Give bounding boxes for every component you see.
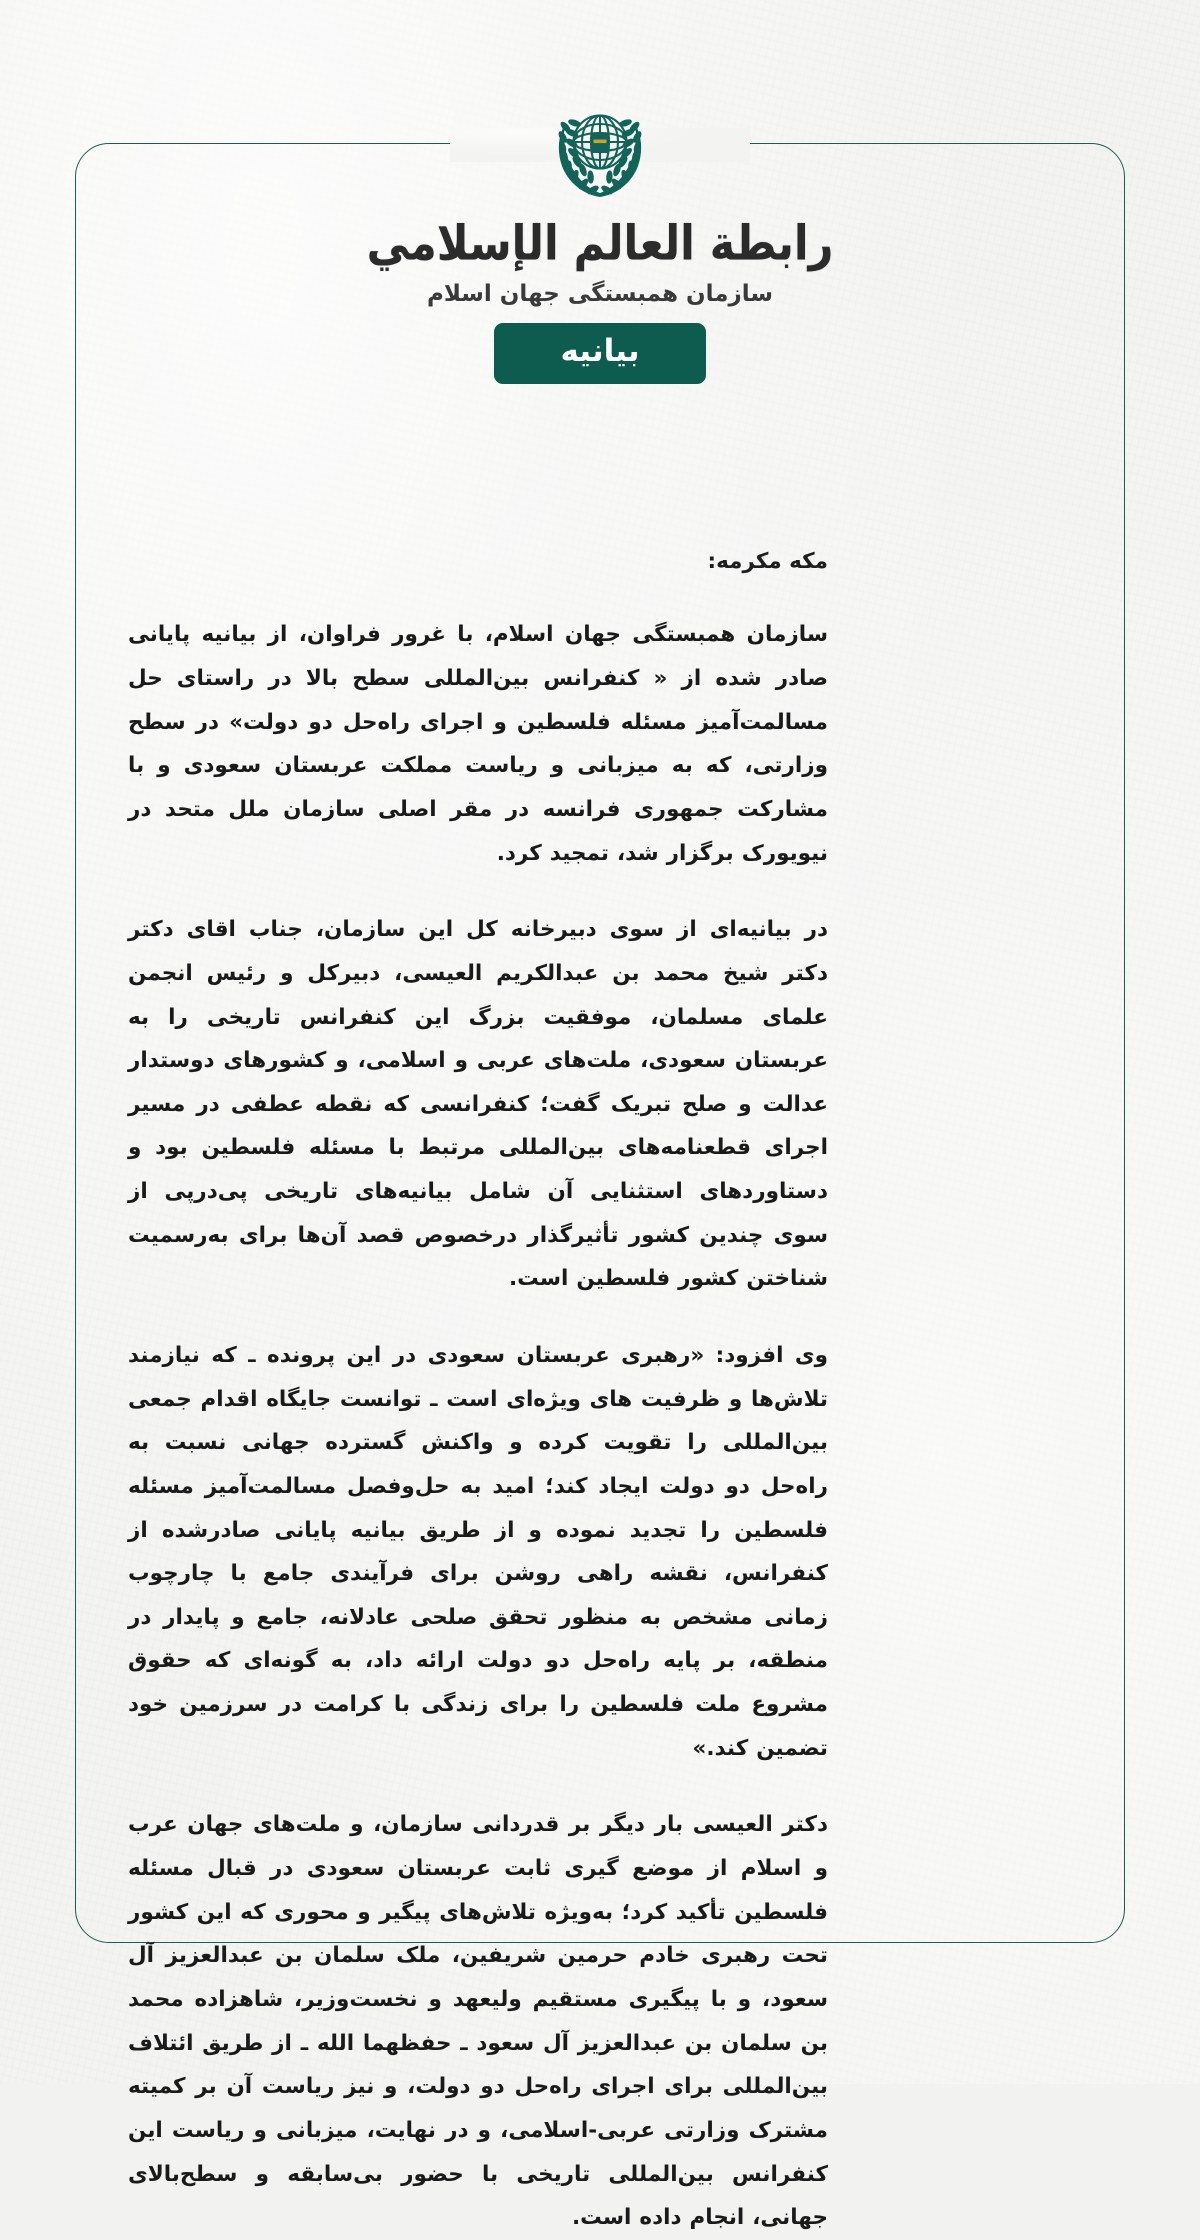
organization-name-arabic: رابطة العالم الإسلامي <box>366 215 834 272</box>
document-header <box>0 96 1200 384</box>
statement-badge: بیانیه <box>494 323 705 384</box>
paragraph: سازمان همبستگی جهان اسلام، با غرور فراوان، از بیانیه پایانی صادر شده از « کنفرانس بین‌المللی سطح بالا در راستای حل مسالمت‌آمیز مسئله فلسطین و اجرای راه‌حل دو دولت» در سطح وزارتی، که به میزبانی و ریاست مملکت عربستان سعودی و با مشارکت جمهوری فرانسه در مقر اصلی سازمان ملل متحد در نیویورک برگزار شد، تمجید کرد. <box>128 622 828 866</box>
globe-laurel-wreath-crest-icon <box>538 96 662 208</box>
organization-name-persian: سازمان همبستگی جهان اسلام <box>426 281 774 308</box>
paragraph: وی افزود: «رهبری عربستان سعودی در این پرونده ـ که نیازمند تلاش‌ها و ظرفیت های ویژه‌ای است ـ توانست جایگاه اقدام جمعی بین‌المللی را تقویت کرده و واکنش گسترده جهانی نسبت به راه‌حل دو دولت ایجاد کند؛ امید به حل‌وفصل مسالمت‌آمیز مسئله فلسطین را تجدید نموده و از طریق بیانیه پایانی صادرشده از کنفرانس، نقشه راهی روشن برای فرآیندی جامع با چارچوب زمانی مشخص به منظور تحقق صلحی عادلانه، جامع و پایدار در منطقه، بر پایه راه‌حل دو دولت ارائه داد، به گونه‌ای که حقوق مشروع ملت فلسطین را برای زندگی با کرامت در سرزمین خود تضمین کند.» <box>128 1343 828 1761</box>
paragraph: دکتر العیسی بار دیگر بر قدردانی سازمان، و ملت‌های جهان عرب و اسلام از موضع گیری ثابت عربستان سعودی در قبال مسئله فلسطین تأکید کرد؛ به‌ویژه تلاش‌های پیگیر و محوری که این کشور تحت رهبری خادم حرمین شریفین، ملک سلمان بن عبدالعزیز آل سعود، و با پیگیری مستقیم ولیعهد و نخست‌وزیر، شاهزاده محمد بن سلمان بن عبدالعزیز آل سعود ـ حفظهما الله ـ از طریق ائتلاف بین‌المللی برای اجرای راه‌حل دو دولت، و نیز ریاست آن بر کمیته مشترک وزارتی عربی-اسلامی، و در نهایت، میزبانی و ریاست این کنفرانس بین‌المللی تاریخی با حضور بی‌سابقه و سطح‌بالای جهانی، انجام داده است. <box>128 1812 828 2231</box>
document-body <box>128 545 828 2240</box>
salutation: مکه مکرمه: <box>707 549 828 574</box>
paragraph: در بیانیه‌ای از سوی دبیرخانه کل این سازمان، جناب اقای دکتر دکتر شیخ محمد بن عبدالکریم العیسی، دبیرکل و رئیس انجمن علمای مسلمان، موفقیت بزرگ این کنفرانس تاریخی را به عربستان سعودی، ملت‌های عربی و اسلامی، و کشورهای دوستدار عدالت و صلح تبریک گفت؛ کنفرانسی که نقطه عطفی در مسیر اجرای قطعنامه‌های بین‌المللی مرتبط با مسئله فلسطین بود و دستاوردهای استثنایی آن شامل بیانیه‌های تاریخی پی‌درپی از سوی چندین کشور تأثیرگذار درخصوص قصد آن‌ها برای به‌رسمیت شناختن کشور فلسطین است. <box>128 917 828 1292</box>
